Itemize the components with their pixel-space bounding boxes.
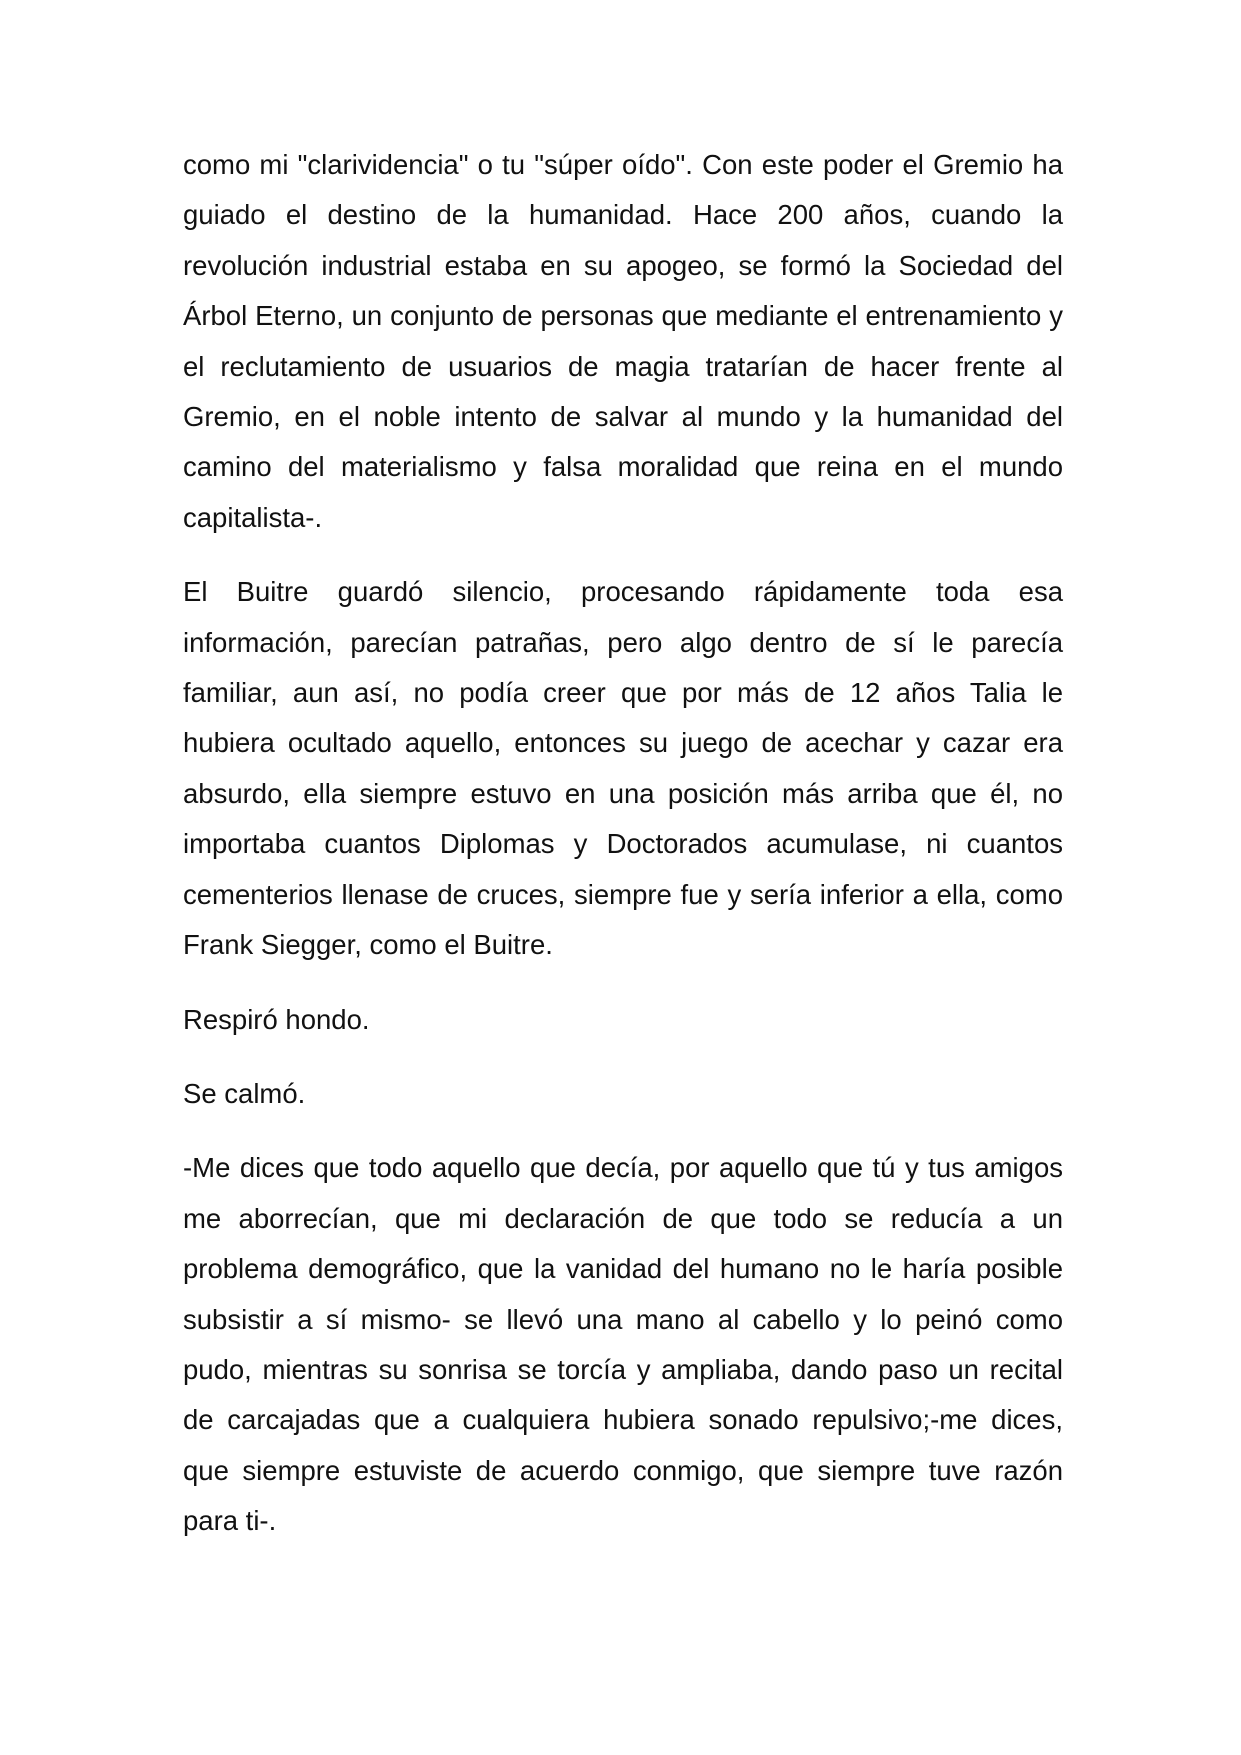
- paragraph-2: El Buitre guardó silencio, procesando rápidamente toda esa información, parecían patrañas, pero algo dentro de sí le parecía familiar, aun así, no podía creer que por más de 12 años Talia le hubiera ocultado aquello, entonces su juego de acechar y cazar era absurdo, ella siempre estuvo en una posición más arriba que él, no importaba cuantos Diplomas y Doctorados acumulase, ni cuantos cementerios llenase de cruces, siempre fue y sería inferior a ella, como Frank Siegger, como el Buitre.: [183, 576, 1063, 961]
- paragraph-1: como mi "clarividencia" o tu "súper oído". Con este poder el Gremio ha guiado el destino de la humanidad. Hace 200 años, cuando la revolución industrial estaba en su apogeo, se formó la Sociedad del Árbol Eterno, un conjunto de personas que mediante el entrenamiento y el reclutamiento de usuarios de magia tratarían de hacer frente al Gremio, en el noble intento de salvar al mundo y la humanidad del camino del materialismo y falsa moralidad que reina en el mundo capitalista-.: [183, 149, 1063, 533]
- paragraph-4: Se calmó.: [183, 1077, 306, 1109]
- paragraph-5: -Me dices que todo aquello que decía, por aquello que tú y tus amigos me aborrecían, que mi declaración de que todo se reducía a un problema demográfico, que la vanidad del humano no le haría posible subsistir a sí mismo- se llevó una mano al cabello y lo peinó como pudo, mientras su sonrisa se torcía y ampliaba, dando paso un recital de carcajadas que a cualquiera hubiera sonado repulsivo;-me dices, que siempre estuviste de acuerdo conmigo, que siempre tuve razón para ti-.: [183, 1152, 1063, 1537]
- paragraph-3: Respiró hondo.: [183, 1003, 370, 1035]
- body-text: [183, 140, 1063, 1571]
